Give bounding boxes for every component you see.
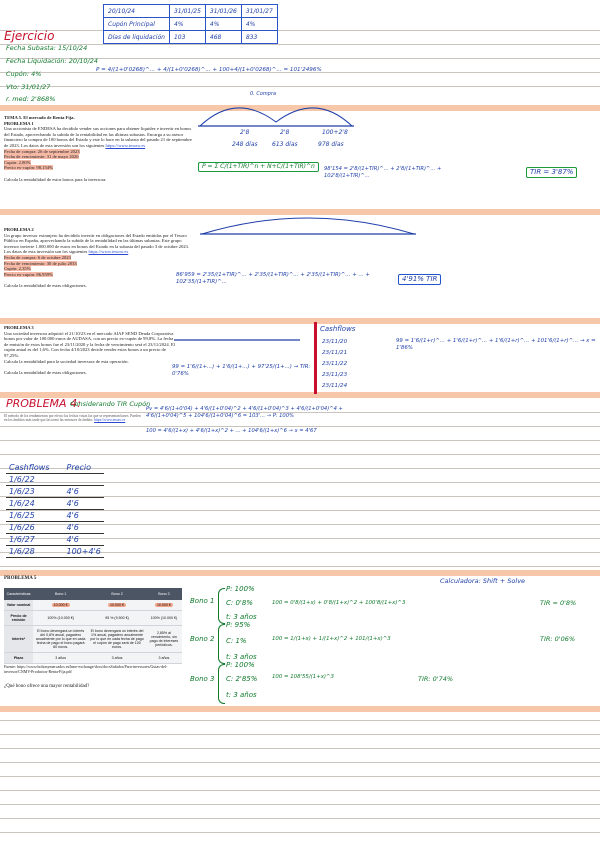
problem2-body: Un grupo inversor extranjero ha decidido invertir en obligaciones del Estado emitidas por el Tesoro Público en España, aprovechando la subida de la rentabilidad en las últimas subastas. Este grupo inversor invierte 1.000.000 de euros en bonos del Estado en la subasta del pasado 3 de octubre 2023. Los datos de esta inversión son los siguientes: [4, 232, 189, 255]
bond-brace: [218, 664, 225, 704]
bond-equation: 100 = 0'8/(1+x) + 0'8/(1+x)^2 + 100'8/(1+x)^3: [272, 600, 406, 606]
cashflow-date: 23/11/23: [322, 372, 348, 378]
problem4-equation: Pv = 4'6/(1+0'04) + 4'6/(1+0'04)^2 + 4'6/(1+0'04)^3 + 4'6/(1+0'04)^4 + 4'6/(1+0'04)^5 + 104'6/(1+0'04)^6 = 103'... → P: 100%: [146, 406, 343, 419]
row-label: Días de liquidación: [104, 31, 170, 44]
timeline-arc: [202, 218, 414, 234]
bond-name: Bono 1: [190, 597, 215, 605]
top-cashflow-table: [103, 4, 278, 44]
table-cell: [146, 600, 182, 611]
problem4-note: [4, 414, 142, 423]
problem2-detail: Fecha de vencimiento: 30 de julio 2033: [4, 260, 77, 266]
problem2-detail: Fecha de compra: 6 de octubre 2023: [4, 254, 71, 260]
bond-param: P: 95%: [226, 621, 251, 629]
ejercicio-title: Ejercicio: [4, 29, 55, 43]
problem3-block: [4, 325, 176, 375]
table-cell-text: 10.000 €: [156, 603, 171, 607]
problem1-detail: Fecha de compra: 26 de septiembre 2023: [4, 148, 80, 154]
table-cell: 4%: [169, 18, 205, 31]
problem4-subtitle: Considerando TIR Cupón: [70, 400, 151, 408]
problem2-detail: Precio ex-cupón: 86,959%: [4, 271, 53, 277]
cashflow-date: 1/6/26: [6, 522, 53, 534]
source-label: Fuente:: [4, 664, 16, 669]
table-header: 31/01/26: [205, 5, 241, 18]
problem1-result: TIR = 3'87%: [526, 167, 577, 178]
timeline-label: 0. Compra: [250, 91, 277, 97]
table-cell: 4%: [241, 18, 277, 31]
problem3-timeline: [172, 326, 302, 346]
row-label: Precio de emisión: [4, 611, 33, 626]
ejercicio-line: Fecha Subasta: 15/10/24: [6, 44, 88, 52]
problem1-link[interactable]: https://www.tesoro.es: [105, 142, 146, 148]
cashflow-date: 23/11/20: [322, 339, 348, 345]
problem5-question: ¿Qué bono ofrece una mayor rentabilidad?: [4, 684, 90, 689]
problem4-note-text: El método de los rendimientos por efecto las fechas vistas las que se representan bases. Pueden en los ámbitos más tarde que las tomó las entonces de ámbito.: [4, 414, 141, 423]
cashflow-value: 2'8: [240, 129, 250, 136]
table-cell-text: 10.000 €: [110, 603, 125, 607]
calculator-note: Calculadora: Shift + Solve: [440, 577, 526, 585]
bond-brace: [218, 588, 225, 624]
row-label: Plazo: [4, 653, 33, 664]
problem2-timeline: [198, 210, 418, 240]
table-header: Bono 1: [33, 588, 88, 600]
row-label: Cupón Principal: [104, 18, 170, 31]
table-header: Precio: [53, 462, 104, 474]
table-cell-text: 10.000 €: [53, 603, 68, 607]
bond-param: P: 100%: [226, 585, 255, 593]
ejercicio-line: Fecha Liquidación: 20/10/24: [6, 57, 98, 65]
cashflow-value: 100+2'8: [322, 129, 348, 136]
problem5-source: [4, 664, 186, 674]
section-divider: [0, 392, 600, 398]
problem2-equation: 86'959 = 2'35/(1+TIR)^... + 2'35/(1+TIR)^... + 2'35/(1+TIR)^... + ... + 102'35/(1+TIR)^...: [176, 272, 370, 285]
problem1-question: Calcula la rentabilidad de estos bonos para la inversora.: [4, 176, 107, 182]
problem1-timeline: [196, 92, 356, 132]
ejercicio-line: Vto: 31/01/27: [6, 83, 51, 91]
problem4-note-link[interactable]: https://www.tesoro.es: [94, 418, 126, 423]
cashflow-date: 1/6/28: [6, 546, 53, 558]
bond-equation: 100 = 108'55/(1+x)^3: [272, 674, 334, 680]
bond-param: t: 3 años: [226, 613, 257, 621]
cashflow-value: 4'6: [53, 498, 104, 510]
table-cell: 3 años: [33, 653, 88, 664]
problem4-cashflow-table: [6, 462, 104, 558]
section-divider: [0, 570, 600, 576]
problem2-detail: Cupón: 2,35%: [4, 266, 31, 272]
table-cell: 3 años: [88, 653, 146, 664]
cashflow-value: 4'6: [53, 486, 104, 498]
table-header: Cashflows: [6, 462, 53, 474]
table-cell: 95 % (9.500 €): [88, 611, 146, 626]
table-cell: El bono devengará un interés del 0,8% anual, pagadero anualmente por lo que en cada fecha de pago el bono pagará 80 euros.: [33, 626, 88, 653]
ejercicio-line: r. med: 2'868%: [6, 95, 56, 103]
cashflow-date: 1/6/22: [6, 474, 53, 486]
ejercicio-line: Cupón: 4%: [6, 70, 42, 78]
cashflow-value: 100+4'6: [53, 546, 104, 558]
bond-result: TIR: 0'74%: [418, 675, 454, 683]
bond-param: C: 2'85%: [226, 675, 258, 683]
problem3-title: PROBLEMA 3: [4, 325, 34, 330]
tema-heading: TEMA 5. El mercado de Renta Fija.: [4, 115, 75, 120]
table-cell: [33, 600, 88, 611]
bond-param: t: 3 años: [226, 691, 257, 699]
section-divider: [0, 706, 600, 712]
cashflow-value: 4'6: [53, 510, 104, 522]
row-label: Interés*: [4, 626, 33, 653]
bond-param: C: 1%: [226, 637, 247, 645]
table-cell: [88, 600, 146, 611]
problem1-body: Una accionista de ENDESA ha decidido vender sus acciones para obtener liquidez e invertir en bonos del Estado, aprovechando la subida de la rentabilidad en las últimas subastas. Encarga a su asesor financiero la compra de 100 bonos del Estado y este lo hace en la subasta del pasado 21 de septiembre de 2023. Los datos de esta inversión son los siguientes: [4, 126, 192, 148]
cashflow-date: 23/11/22: [322, 361, 348, 367]
problem2-result: 4'91% TIR: [398, 274, 441, 285]
problem2-link[interactable]: https://www.tesoro.es: [88, 249, 129, 255]
problem1-formula: P = Σ C/(1+TIR)^n + N+C/(1+TIR)^n: [198, 162, 319, 172]
table-cell: 3 años: [146, 653, 182, 664]
cashflow-date: 1/6/24: [6, 498, 53, 510]
problem2-block: [4, 227, 196, 289]
cashflow-date: 1/6/27: [6, 534, 53, 546]
problem1-block: [4, 115, 194, 182]
ejercicio-formula: P = 4/(1+0'0268)^... + 4/(1+0'0268)^... + 100+4/(1+0'0268)^... = 101'2496%: [96, 67, 322, 73]
problem3-body: Una sociedad inversora adquirió el 21/10/23 en el mercado AIAF SEND Deuda Corporativa bonos por valor de 100.000 euros de AUDASA, con un precio ex-cupón de 99,8%. La fecha de emisión de estos bonos fue el 23/11/2020 y la fecha de vencimiento será el 23/11/2024. El cupón anual es del 1,6%. Con fecha 4/10/2023 decide vender estos bonos a un precio de 97,25%.: [4, 330, 175, 358]
bonds-comparison-table: [4, 588, 182, 664]
table-cell: 2,85% al vencimiento, sin pago de intereses periódicos.: [146, 626, 182, 653]
bond-equation: 100 = 1/(1+x) + 1/(1+x)^2 + 101/(1+x)^3: [272, 636, 391, 642]
row-label: Valor nominal: [4, 600, 33, 611]
problem1-equation: 98'154 = 2'8/(1+TIR)^... + 2'8/(1+TIR)^... + 102'8/(1+TIR)^...: [324, 166, 442, 179]
table-cell: 468: [205, 31, 241, 44]
table-header: 20/10/24: [104, 5, 170, 18]
section-divider: [0, 318, 600, 324]
bond-param: t: 3 años: [226, 653, 257, 661]
problem3-right-equation: 99 = 1'6/(1+r)^... + 1'6/(1+r)^... + 1'6/(1+r)^... + 101'6/(1+r)^... → x = 1'86%: [396, 338, 596, 351]
problem1-title: PROBLEMA 1: [4, 120, 34, 126]
problem4-equation: 100 = 4'6/(1+x) + 4'6/(1+x)^2 + ... + 104'6/(1+x)^6 → x = 4'67: [146, 428, 317, 434]
table-header: Bono 2: [88, 588, 146, 600]
problem1-detail: Precio ex-cupón: 98,154%: [4, 165, 53, 171]
timeline-arc: [200, 108, 352, 126]
days-value: 613 días: [272, 141, 298, 148]
problem4-title: PROBLEMA 4:: [6, 397, 81, 410]
table-cell: 103: [169, 31, 205, 44]
table-cell: 100% (10.000 €): [146, 611, 182, 626]
problem1-detail: Fecha de vencimiento: 31 de mayo 2026: [4, 154, 79, 160]
problem2-question: Calcula la rentabilidad de estas obligaciones.: [4, 282, 87, 288]
table-cell: 100% (10.000 €): [33, 611, 88, 626]
table-header: Bono 3: [146, 588, 182, 600]
table-header: 31/01/27: [241, 5, 277, 18]
cashflow-date: 1/6/25: [6, 510, 53, 522]
cashflow-value: [53, 474, 104, 486]
cashflow-value: 4'6: [53, 534, 104, 546]
table-cell: El bono devengará un interés del 1% anual, pagadero anualmente por lo que en cada fecha de pago el cupón de pago será de 100 euros.: [88, 626, 146, 653]
problem3-question: Calcula la rentabilidad para la sociedad inversora de esta operación.: [4, 358, 129, 364]
problem1-detail: Cupón: 2,80%: [4, 159, 31, 165]
problem3-question: Calcula la rentabilidad de estas obligaciones.: [4, 369, 87, 375]
bond-result: TIR: 0'06%: [540, 635, 576, 643]
cashflow-date: 23/11/24: [322, 383, 348, 389]
source-text: https://www.bolsasymercados.es/bme-exchange/docs/docsSubidos/Para-inversores/Guias-del-inversor/CNMV-Productos-Renta-Fija.pdf: [4, 664, 168, 674]
days-value: 978 días: [318, 141, 344, 148]
cashflow-value: 2'8: [280, 129, 290, 136]
bond-param: P: 100%: [226, 661, 255, 669]
problem3-cashflow-label: Cashflows: [320, 325, 356, 333]
table-header: 31/01/25: [169, 5, 205, 18]
cashflow-value: 4'6: [53, 522, 104, 534]
problem3-left-equation: 99 = 1'6/(1+...) + 1'6/(1+...) + 97'25/(1+...) → TIR: 0'76%: [172, 364, 311, 377]
cashflow-date: 1/6/23: [6, 486, 53, 498]
red-divider: [314, 322, 317, 394]
cashflow-date: 23/11/21: [322, 350, 348, 356]
bond-param: C: 0'8%: [226, 599, 253, 607]
problem2-title: PROBLEMA 2: [4, 227, 34, 232]
problem5-title: PROBLEMA 5: [4, 576, 37, 581]
bond-result: TIR = 0'8%: [540, 599, 577, 607]
bond-brace: [218, 624, 225, 664]
bond-name: Bono 3: [190, 675, 215, 683]
bond-name: Bono 2: [190, 635, 215, 643]
table-header: Características: [4, 588, 33, 600]
days-value: 248 días: [232, 141, 258, 148]
table-cell: 4%: [205, 18, 241, 31]
table-cell: 833: [241, 31, 277, 44]
